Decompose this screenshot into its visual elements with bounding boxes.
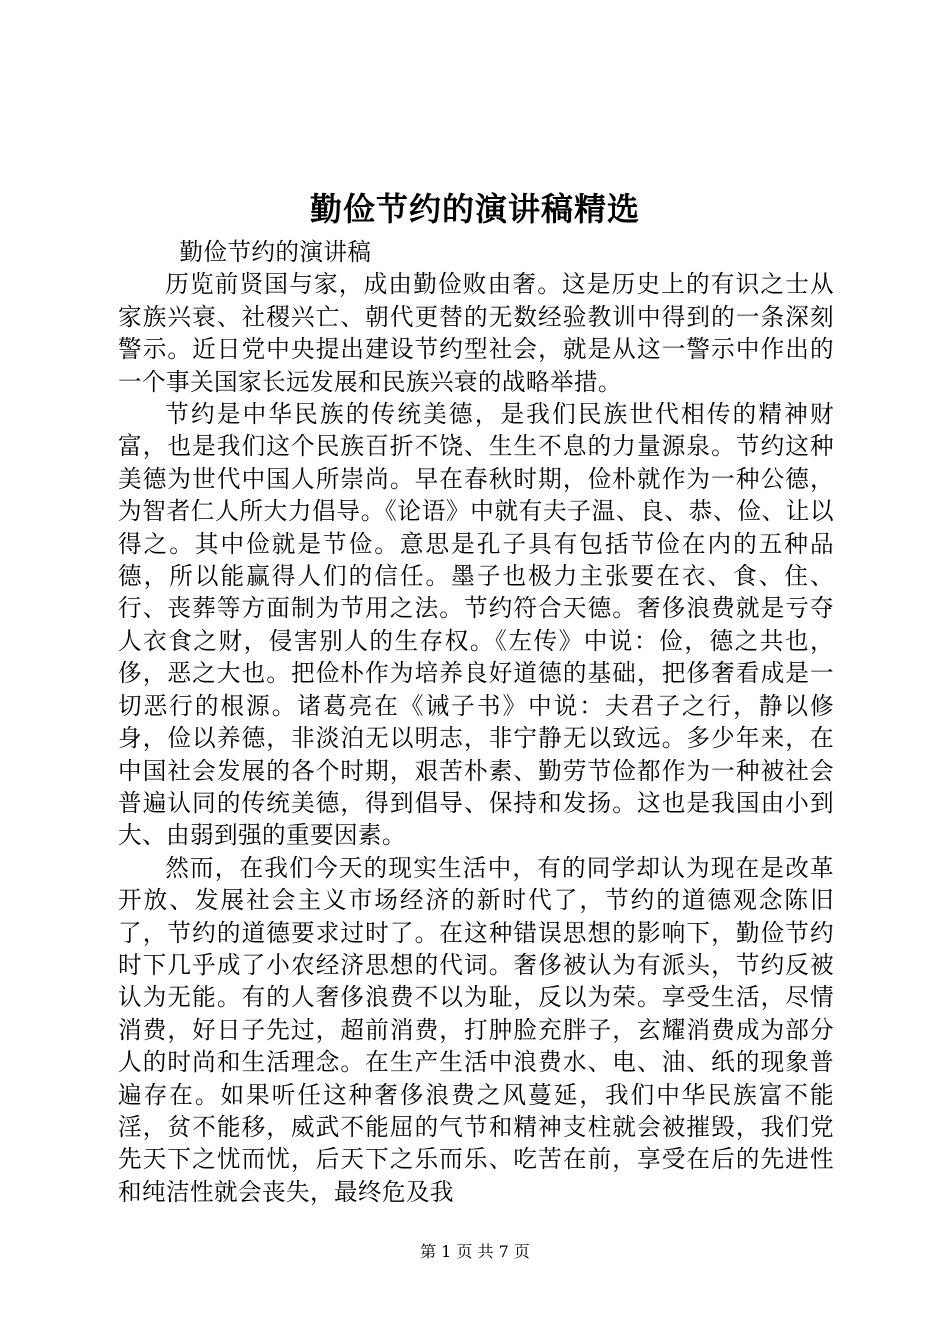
paragraph-1: 历览前贤国与家，成由勤俭败由奢。这是历史上的有识之士从家族兴衰、社稷兴亡、朝代更替的无数经验教训中得到的一条深刻警示。近日党中央提出建设节约型社会，就是从这一警示中作出的一个事关国家长远发展和民族兴衰的战略举措。 [118,270,834,396]
document-subtitle: 勤俭节约的演讲稿 [179,238,372,266]
document-body [118,236,834,1208]
document-title: 勤俭节约的演讲稿精选 [309,190,640,228]
page-number-footer: 第 1 页 共 7 页 [420,1242,530,1261]
paragraph-2: 节约是中华民族的传统美德，是我们民族世代相传的精神财富，也是我们这个民族百折不饶、生生不息的力量源泉。节约这种美德为世代中国人所崇尚。早在春秋时期，俭朴就作为一种公德，为智者仁人所大力倡导。《论语》中就有夫子温、良、恭、俭、让以得之。其中俭就是节俭。意思是孔子具有包括节俭在内的五种品德，所以能赢得人们的信任。墨子也极力主张要在衣、食、住、行、丧葬等方面制为节用之法。节约符合天德。奢侈浪费就是亏夺人衣食之财，侵害别人的生存权。《左传》中说：俭，德之共也，侈，恶之大也。把俭朴作为培养良好道德的基础，把侈奢看成是一切恶行的根源。诸葛亮在《诫子书》中说：夫君子之行，静以修身，俭以养德，非淡泊无以明志，非宁静无以致远。多少年来，在中国社会发展的各个时期，艰苦朴素、勤劳节俭都作为一种被社会普遍认同的传统美德，得到倡导、保持和发扬。这也是我国由小到大、由弱到强的重要因素。 [118,400,834,850]
paragraph-3: 然而，在我们今天的现实生活中，有的同学却认为现在是改革开放、发展社会主义市场经济的新时代了，节约的道德观念陈旧了，节约的道德要求过时了。在这种错误思想的影响下，勤俭节约时下几乎成了小农经济思想的代词。奢侈被认为有派头，节约反被认为无能。有的人奢侈浪费不以为耻，反以为荣。享受生活，尽情消费，好日子先过，超前消费，打肿脸充胖子，玄耀消费成为部分人的时尚和生活理念。在生产生活中浪费水、电、油、纸的现象普遍存在。如果听任这种奢侈浪费之风蔓延，我们中华民族富不能淫，贫不能移，威武不能屈的气节和精神支柱就会被摧毁，我们党先天下之忧而忧，后天下之乐而乐、吃苦在前，享受在后的先进性和纯洁性就会丧失，最终危及我 [118,853,834,1206]
